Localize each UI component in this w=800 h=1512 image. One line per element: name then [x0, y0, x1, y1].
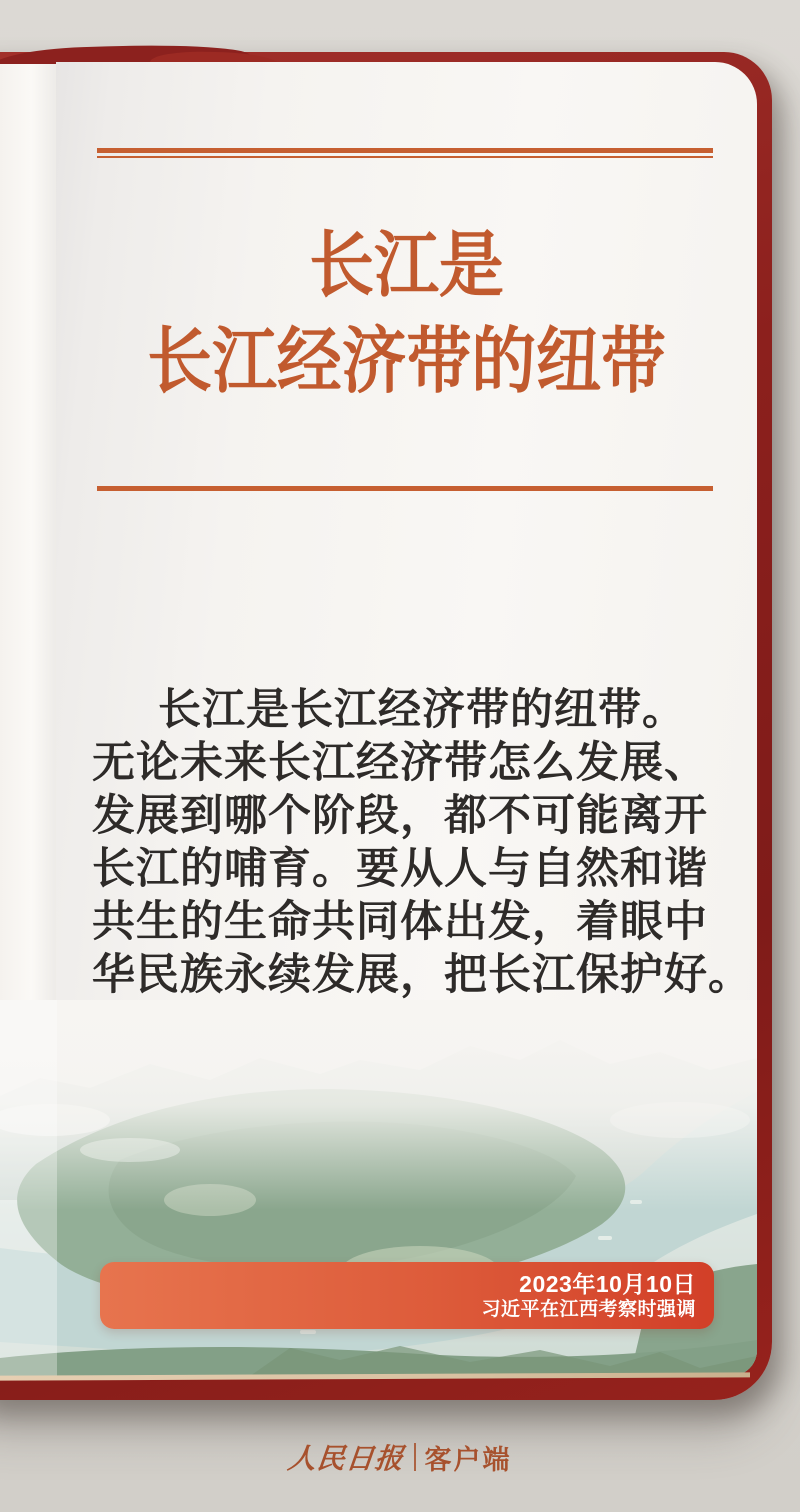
quote-line: 共生的生命共同体出发，着眼中 — [92, 899, 708, 946]
client-app-label: 客户端 — [424, 1444, 512, 1475]
peoples-daily-logo: 人民日报 — [286, 1444, 406, 1475]
brand-divider — [414, 1443, 416, 1471]
quote-body — [92, 684, 752, 1002]
date-badge — [100, 1262, 714, 1329]
footer-brand — [0, 1436, 800, 1478]
quote-line: 长江是长江经济带的纽带。 — [158, 687, 686, 734]
quote-line: 长江的哺育。要从人与自然和谐 — [92, 846, 708, 893]
badge-date: 2023年10月10日 — [519, 1271, 696, 1297]
badge-source: 习近平在江西考察时强调 — [481, 1299, 696, 1320]
bottom-rule — [97, 486, 713, 491]
quote-line: 发展到哪个阶段，都不可能离开 — [92, 793, 708, 840]
headline-line1: 长江是 — [309, 226, 504, 306]
headline — [91, 218, 722, 410]
rule-thin-line — [97, 156, 713, 158]
headline-line2: 长江经济带的纽带 — [147, 322, 666, 402]
quote-line: 华民族永续发展，把长江保护好。 — [92, 952, 752, 999]
quote-line: 无论未来长江经济带怎么发展、 — [92, 740, 708, 787]
top-double-rule — [97, 148, 713, 158]
